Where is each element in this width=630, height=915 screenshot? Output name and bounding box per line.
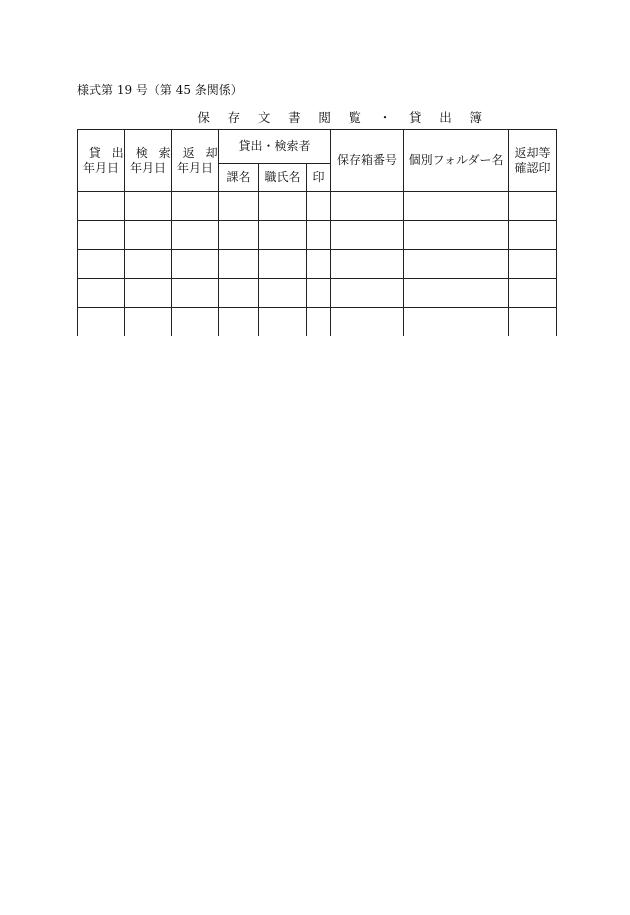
header-loan-date-line2: 年月日 xyxy=(82,160,119,175)
cell-name-title[interactable] xyxy=(259,279,307,308)
form-number: 様式第 19 号（第 45 条関係） xyxy=(77,83,243,97)
header-search-date xyxy=(125,130,182,192)
header-name-title: 職氏名 xyxy=(259,164,307,192)
header-return-confirm-line1: 返却等 xyxy=(514,145,551,160)
table-row xyxy=(78,279,557,308)
document-title: 保 存 文 書 閲 覧 ・ 貸 出 簿 xyxy=(197,110,489,125)
cell-box-number[interactable] xyxy=(331,279,404,308)
cell-department[interactable] xyxy=(219,221,259,250)
cell-box-number[interactable] xyxy=(331,192,404,221)
cell-search-date[interactable] xyxy=(125,192,172,221)
cell-name-title[interactable] xyxy=(259,308,307,337)
header-search-date-line1: 検索 xyxy=(135,145,182,160)
header-return-date xyxy=(172,130,229,192)
cell-search-date[interactable] xyxy=(125,250,172,279)
cell-seal[interactable] xyxy=(307,308,331,337)
cell-return-date[interactable] xyxy=(172,221,219,250)
cell-return-date[interactable] xyxy=(172,308,219,337)
cell-seal[interactable] xyxy=(307,250,331,279)
cell-return-confirm[interactable] xyxy=(509,192,557,221)
header-return-confirm xyxy=(509,130,557,192)
cell-seal[interactable] xyxy=(307,221,331,250)
header-return-confirm-line2: 確認印 xyxy=(514,160,551,175)
header-box-number: 保存箱番号 xyxy=(331,130,404,192)
cell-return-confirm[interactable] xyxy=(509,221,557,250)
cell-folder-name[interactable] xyxy=(404,221,509,250)
cell-folder-name[interactable] xyxy=(404,308,509,337)
cell-folder-name[interactable] xyxy=(404,192,509,221)
cell-loan-date[interactable] xyxy=(78,250,125,279)
table-row xyxy=(78,308,557,337)
cell-loan-date[interactable] xyxy=(78,279,125,308)
cell-return-confirm[interactable] xyxy=(509,279,557,308)
cell-box-number[interactable] xyxy=(331,250,404,279)
cell-department[interactable] xyxy=(219,308,259,337)
header-folder-name: 個別フォルダー名 xyxy=(404,130,509,192)
cell-return-date[interactable] xyxy=(172,250,219,279)
header-search-date-line2: 年月日 xyxy=(129,160,166,175)
header-return-date-line2: 年月日 xyxy=(176,160,213,175)
header-loan-date-line1: 貸出 xyxy=(88,145,135,160)
cell-return-date[interactable] xyxy=(172,279,219,308)
table-row xyxy=(78,221,557,250)
cell-return-date[interactable] xyxy=(172,192,219,221)
cell-loan-date[interactable] xyxy=(78,221,125,250)
header-loan-date xyxy=(78,130,135,192)
cell-return-confirm[interactable] xyxy=(509,308,557,337)
table-row xyxy=(78,250,557,279)
cell-name-title[interactable] xyxy=(259,221,307,250)
header-seal: 印 xyxy=(307,164,331,192)
table-row xyxy=(78,192,557,221)
cell-seal[interactable] xyxy=(307,192,331,221)
loan-ledger-table xyxy=(77,129,557,336)
header-return-date-line1: 返却 xyxy=(182,145,229,160)
cell-return-confirm[interactable] xyxy=(509,250,557,279)
cell-name-title[interactable] xyxy=(259,192,307,221)
cell-seal[interactable] xyxy=(307,279,331,308)
cell-department[interactable] xyxy=(219,250,259,279)
cell-loan-date[interactable] xyxy=(78,308,125,337)
cell-department[interactable] xyxy=(219,192,259,221)
cell-folder-name[interactable] xyxy=(404,279,509,308)
cell-search-date[interactable] xyxy=(125,279,172,308)
cell-loan-date[interactable] xyxy=(78,192,125,221)
cell-folder-name[interactable] xyxy=(404,250,509,279)
cell-name-title[interactable] xyxy=(259,250,307,279)
cell-box-number[interactable] xyxy=(331,221,404,250)
header-borrower-group: 貸出・検索者 xyxy=(219,130,331,164)
cell-box-number[interactable] xyxy=(331,308,404,337)
header-department: 課名 xyxy=(219,164,259,192)
cell-search-date[interactable] xyxy=(125,221,172,250)
cell-department[interactable] xyxy=(219,279,259,308)
cell-search-date[interactable] xyxy=(125,308,172,337)
